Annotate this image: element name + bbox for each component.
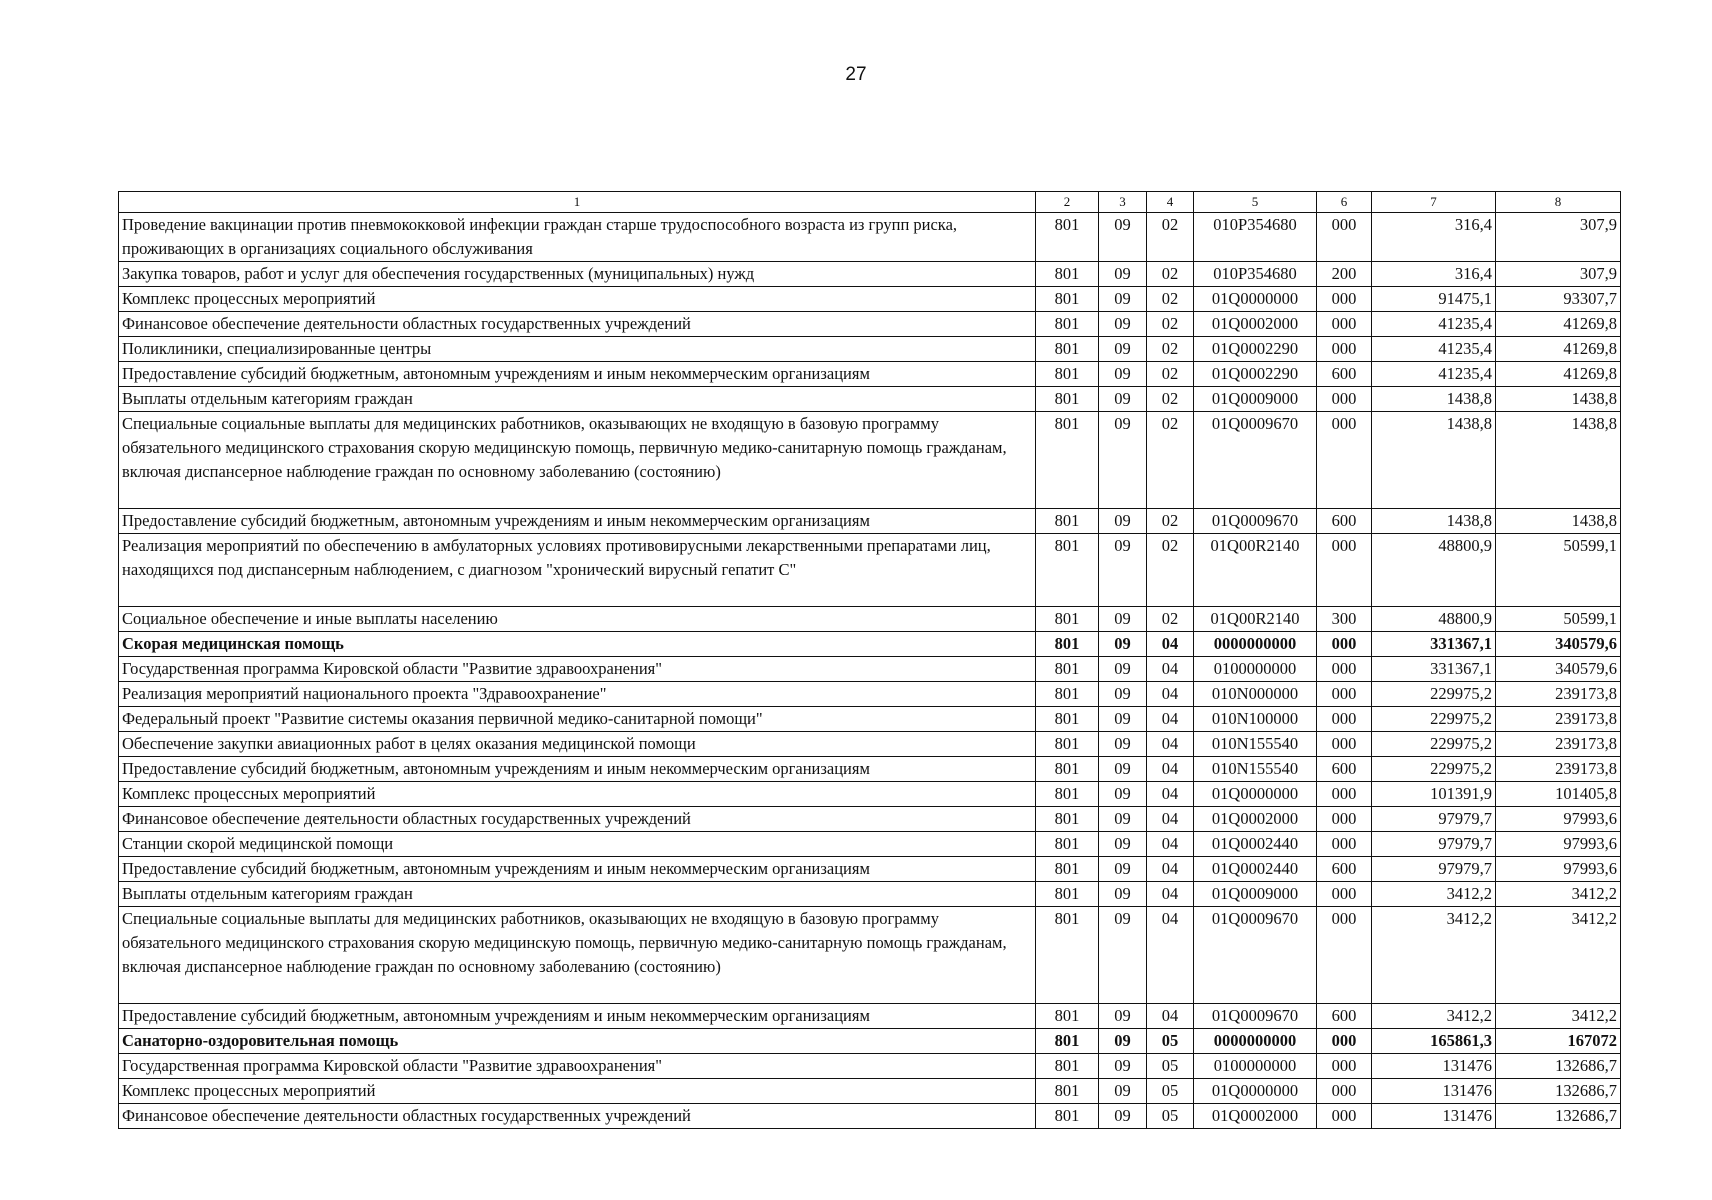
amount-col-7: 1438,8 bbox=[1372, 412, 1496, 509]
amount-col-8: 307,9 bbox=[1496, 262, 1621, 287]
expense-type-code: 000 bbox=[1317, 707, 1372, 732]
column-number-8: 8 bbox=[1496, 192, 1621, 213]
row-description: Санаторно-оздоровительная помощь bbox=[119, 1029, 1036, 1054]
ministry-code: 801 bbox=[1036, 213, 1099, 262]
row-description: Реализация мероприятий по обеспечению в амбулаторных условиях противовирусными лекарственными препаратами лиц, находящихся под диспансерным наблюдением, с диагнозом "хронический вирусный гепатит С" bbox=[119, 534, 1036, 607]
section-code: 09 bbox=[1099, 782, 1147, 807]
ministry-code: 801 bbox=[1036, 882, 1099, 907]
section-code: 09 bbox=[1099, 509, 1147, 534]
section-code: 09 bbox=[1099, 312, 1147, 337]
section-code: 09 bbox=[1099, 412, 1147, 509]
target-article-code: 01Q0009000 bbox=[1194, 387, 1317, 412]
amount-col-8: 340579,6 bbox=[1496, 632, 1621, 657]
expense-type-code: 000 bbox=[1317, 732, 1372, 757]
ministry-code: 801 bbox=[1036, 782, 1099, 807]
column-number-7: 7 bbox=[1372, 192, 1496, 213]
ministry-code: 801 bbox=[1036, 1054, 1099, 1079]
section-code: 09 bbox=[1099, 362, 1147, 387]
subsection-code: 04 bbox=[1147, 857, 1194, 882]
table-row bbox=[119, 262, 1621, 287]
expense-type-code: 000 bbox=[1317, 632, 1372, 657]
subsection-code: 04 bbox=[1147, 757, 1194, 782]
subsection-code: 05 bbox=[1147, 1079, 1194, 1104]
amount-col-8: 50599,1 bbox=[1496, 534, 1621, 607]
expense-type-code: 000 bbox=[1317, 1029, 1372, 1054]
amount-col-8: 101405,8 bbox=[1496, 782, 1621, 807]
amount-col-7: 229975,2 bbox=[1372, 757, 1496, 782]
table-row bbox=[119, 534, 1621, 607]
ministry-code: 801 bbox=[1036, 287, 1099, 312]
amount-col-8: 239173,8 bbox=[1496, 732, 1621, 757]
row-description: Выплаты отдельным категориям граждан bbox=[119, 882, 1036, 907]
subsection-code: 02 bbox=[1147, 312, 1194, 337]
section-code: 09 bbox=[1099, 1079, 1147, 1104]
section-code: 09 bbox=[1099, 707, 1147, 732]
target-article-code: 01Q00R2140 bbox=[1194, 607, 1317, 632]
amount-col-8: 97993,6 bbox=[1496, 807, 1621, 832]
ministry-code: 801 bbox=[1036, 857, 1099, 882]
target-article-code: 01Q00R2140 bbox=[1194, 534, 1317, 607]
section-code: 09 bbox=[1099, 287, 1147, 312]
table-row bbox=[119, 1054, 1621, 1079]
amount-col-7: 101391,9 bbox=[1372, 782, 1496, 807]
row-description: Комплекс процессных мероприятий bbox=[119, 1079, 1036, 1104]
row-description: Финансовое обеспечение деятельности областных государственных учреждений bbox=[119, 807, 1036, 832]
subsection-code: 02 bbox=[1147, 262, 1194, 287]
target-article-code: 010N000000 bbox=[1194, 682, 1317, 707]
subsection-code: 04 bbox=[1147, 832, 1194, 857]
target-article-code: 01Q0000000 bbox=[1194, 1079, 1317, 1104]
amount-col-8: 41269,8 bbox=[1496, 362, 1621, 387]
expense-type-code: 000 bbox=[1317, 534, 1372, 607]
expense-type-code: 000 bbox=[1317, 782, 1372, 807]
row-description: Предоставление субсидий бюджетным, автономным учреждениям и иным некоммерческим организациям bbox=[119, 362, 1036, 387]
table-row bbox=[119, 312, 1621, 337]
amount-col-7: 1438,8 bbox=[1372, 509, 1496, 534]
ministry-code: 801 bbox=[1036, 807, 1099, 832]
expense-type-code: 600 bbox=[1317, 362, 1372, 387]
target-article-code: 01Q0000000 bbox=[1194, 287, 1317, 312]
amount-col-8: 97993,6 bbox=[1496, 857, 1621, 882]
ministry-code: 801 bbox=[1036, 362, 1099, 387]
column-number-row bbox=[119, 192, 1621, 213]
row-description: Комплекс процессных мероприятий bbox=[119, 287, 1036, 312]
table-row bbox=[119, 509, 1621, 534]
expense-type-code: 000 bbox=[1317, 213, 1372, 262]
subsection-code: 04 bbox=[1147, 657, 1194, 682]
table-row bbox=[119, 657, 1621, 682]
amount-col-7: 3412,2 bbox=[1372, 1004, 1496, 1029]
row-description: Обеспечение закупки авиационных работ в целях оказания медицинской помощи bbox=[119, 732, 1036, 757]
expense-type-code: 000 bbox=[1317, 832, 1372, 857]
budget-table bbox=[118, 191, 1621, 1129]
table-row bbox=[119, 287, 1621, 312]
section-code: 09 bbox=[1099, 262, 1147, 287]
section-code: 09 bbox=[1099, 337, 1147, 362]
amount-col-7: 41235,4 bbox=[1372, 362, 1496, 387]
section-code: 09 bbox=[1099, 882, 1147, 907]
row-description: Федеральный проект "Развитие системы оказания первичной медико-санитарной помощи" bbox=[119, 707, 1036, 732]
amount-col-7: 48800,9 bbox=[1372, 607, 1496, 632]
section-code: 09 bbox=[1099, 907, 1147, 1004]
expense-type-code: 000 bbox=[1317, 337, 1372, 362]
amount-col-8: 97993,6 bbox=[1496, 832, 1621, 857]
amount-col-7: 331367,1 bbox=[1372, 657, 1496, 682]
table-row bbox=[119, 362, 1621, 387]
amount-col-8: 132686,7 bbox=[1496, 1054, 1621, 1079]
target-article-code: 010N100000 bbox=[1194, 707, 1317, 732]
ministry-code: 801 bbox=[1036, 387, 1099, 412]
ministry-code: 801 bbox=[1036, 707, 1099, 732]
target-article-code: 01Q0009670 bbox=[1194, 412, 1317, 509]
section-code: 09 bbox=[1099, 857, 1147, 882]
column-number-4: 4 bbox=[1147, 192, 1194, 213]
row-description: Предоставление субсидий бюджетным, автономным учреждениям и иным некоммерческим организациям bbox=[119, 757, 1036, 782]
subsection-code: 02 bbox=[1147, 534, 1194, 607]
ministry-code: 801 bbox=[1036, 657, 1099, 682]
subsection-code: 04 bbox=[1147, 682, 1194, 707]
row-description: Поликлиники, специализированные центры bbox=[119, 337, 1036, 362]
table-row bbox=[119, 782, 1621, 807]
subsection-code: 05 bbox=[1147, 1054, 1194, 1079]
subsection-code: 02 bbox=[1147, 387, 1194, 412]
target-article-code: 01Q0002000 bbox=[1194, 1104, 1317, 1129]
subsection-code: 02 bbox=[1147, 509, 1194, 534]
row-description: Государственная программа Кировской области "Развитие здравоохранения" bbox=[119, 657, 1036, 682]
amount-col-7: 229975,2 bbox=[1372, 732, 1496, 757]
amount-col-8: 239173,8 bbox=[1496, 682, 1621, 707]
section-code: 09 bbox=[1099, 534, 1147, 607]
row-description: Государственная программа Кировской области "Развитие здравоохранения" bbox=[119, 1054, 1036, 1079]
expense-type-code: 000 bbox=[1317, 387, 1372, 412]
ministry-code: 801 bbox=[1036, 1004, 1099, 1029]
ministry-code: 801 bbox=[1036, 632, 1099, 657]
table-row bbox=[119, 387, 1621, 412]
subsection-code: 02 bbox=[1147, 337, 1194, 362]
table-row bbox=[119, 1104, 1621, 1129]
row-description: Специальные социальные выплаты для медицинских работников, оказывающих не входящую в базовую программу обязательного медицинского страхования скорую медицинскую помощь, первичную медико-санитарную помощь гражданам, включая диспансерное наблюдение граждан по основному заболеванию (состоянию) bbox=[119, 907, 1036, 1004]
row-description: Финансовое обеспечение деятельности областных государственных учреждений bbox=[119, 1104, 1036, 1129]
subsection-code: 04 bbox=[1147, 882, 1194, 907]
row-description: Предоставление субсидий бюджетным, автономным учреждениям и иным некоммерческим организациям bbox=[119, 509, 1036, 534]
amount-col-8: 93307,7 bbox=[1496, 287, 1621, 312]
amount-col-7: 97979,7 bbox=[1372, 857, 1496, 882]
table-body bbox=[119, 213, 1621, 1129]
target-article-code: 0000000000 bbox=[1194, 632, 1317, 657]
section-code: 09 bbox=[1099, 1054, 1147, 1079]
table-row bbox=[119, 1079, 1621, 1104]
amount-col-8: 307,9 bbox=[1496, 213, 1621, 262]
amount-col-8: 3412,2 bbox=[1496, 1004, 1621, 1029]
amount-col-8: 132686,7 bbox=[1496, 1079, 1621, 1104]
ministry-code: 801 bbox=[1036, 337, 1099, 362]
section-code: 09 bbox=[1099, 807, 1147, 832]
page-number: 27 bbox=[845, 64, 867, 85]
row-description: Выплаты отдельным категориям граждан bbox=[119, 387, 1036, 412]
ministry-code: 801 bbox=[1036, 832, 1099, 857]
amount-col-8: 3412,2 bbox=[1496, 882, 1621, 907]
subsection-code: 05 bbox=[1147, 1029, 1194, 1054]
ministry-code: 801 bbox=[1036, 534, 1099, 607]
ministry-code: 801 bbox=[1036, 1029, 1099, 1054]
target-article-code: 01Q0002290 bbox=[1194, 337, 1317, 362]
subsection-code: 02 bbox=[1147, 412, 1194, 509]
amount-col-8: 50599,1 bbox=[1496, 607, 1621, 632]
target-article-code: 01Q0002290 bbox=[1194, 362, 1317, 387]
target-article-code: 01Q0000000 bbox=[1194, 782, 1317, 807]
target-article-code: 010P354680 bbox=[1194, 213, 1317, 262]
subsection-code: 04 bbox=[1147, 1004, 1194, 1029]
amount-col-7: 229975,2 bbox=[1372, 682, 1496, 707]
table-row bbox=[119, 907, 1621, 1004]
expense-type-code: 000 bbox=[1317, 907, 1372, 1004]
amount-col-7: 91475,1 bbox=[1372, 287, 1496, 312]
target-article-code: 0000000000 bbox=[1194, 1029, 1317, 1054]
amount-col-7: 131476 bbox=[1372, 1054, 1496, 1079]
target-article-code: 01Q0009000 bbox=[1194, 882, 1317, 907]
target-article-code: 01Q0009670 bbox=[1194, 907, 1317, 1004]
table-row bbox=[119, 213, 1621, 262]
expense-type-code: 000 bbox=[1317, 1054, 1372, 1079]
expense-type-code: 600 bbox=[1317, 509, 1372, 534]
amount-col-8: 41269,8 bbox=[1496, 312, 1621, 337]
target-article-code: 010N155540 bbox=[1194, 732, 1317, 757]
table-row bbox=[119, 337, 1621, 362]
amount-col-7: 3412,2 bbox=[1372, 907, 1496, 1004]
expense-type-code: 000 bbox=[1317, 657, 1372, 682]
table-row bbox=[119, 607, 1621, 632]
amount-col-7: 331367,1 bbox=[1372, 632, 1496, 657]
amount-col-7: 41235,4 bbox=[1372, 312, 1496, 337]
row-description: Скорая медицинская помощь bbox=[119, 632, 1036, 657]
ministry-code: 801 bbox=[1036, 907, 1099, 1004]
target-article-code: 0100000000 bbox=[1194, 657, 1317, 682]
ministry-code: 801 bbox=[1036, 757, 1099, 782]
subsection-code: 04 bbox=[1147, 707, 1194, 732]
column-number-1: 1 bbox=[119, 192, 1036, 213]
row-description: Закупка товаров, работ и услуг для обеспечения государственных (муниципальных) нужд bbox=[119, 262, 1036, 287]
table-row bbox=[119, 832, 1621, 857]
amount-col-8: 3412,2 bbox=[1496, 907, 1621, 1004]
table-row bbox=[119, 1004, 1621, 1029]
subsection-code: 04 bbox=[1147, 907, 1194, 1004]
ministry-code: 801 bbox=[1036, 1079, 1099, 1104]
table-row bbox=[119, 682, 1621, 707]
section-code: 09 bbox=[1099, 213, 1147, 262]
expense-type-code: 000 bbox=[1317, 1079, 1372, 1104]
section-code: 09 bbox=[1099, 1029, 1147, 1054]
amount-col-7: 131476 bbox=[1372, 1104, 1496, 1129]
ministry-code: 801 bbox=[1036, 262, 1099, 287]
target-article-code: 010P354680 bbox=[1194, 262, 1317, 287]
amount-col-8: 167072 bbox=[1496, 1029, 1621, 1054]
table-row bbox=[119, 807, 1621, 832]
expense-type-code: 000 bbox=[1317, 807, 1372, 832]
row-description: Предоставление субсидий бюджетным, автономным учреждениям и иным некоммерческим организациям bbox=[119, 857, 1036, 882]
column-number-5: 5 bbox=[1194, 192, 1317, 213]
amount-col-8: 1438,8 bbox=[1496, 412, 1621, 509]
row-description: Предоставление субсидий бюджетным, автономным учреждениям и иным некоммерческим организациям bbox=[119, 1004, 1036, 1029]
amount-col-7: 3412,2 bbox=[1372, 882, 1496, 907]
table-row bbox=[119, 757, 1621, 782]
table-row bbox=[119, 1029, 1621, 1054]
section-code: 09 bbox=[1099, 1104, 1147, 1129]
expense-type-code: 000 bbox=[1317, 1104, 1372, 1129]
subsection-code: 02 bbox=[1147, 213, 1194, 262]
table-row bbox=[119, 857, 1621, 882]
ministry-code: 801 bbox=[1036, 682, 1099, 707]
target-article-code: 01Q0002000 bbox=[1194, 312, 1317, 337]
amount-col-8: 1438,8 bbox=[1496, 509, 1621, 534]
amount-col-8: 1438,8 bbox=[1496, 387, 1621, 412]
row-description: Специальные социальные выплаты для медицинских работников, оказывающих не входящую в базовую программу обязательного медицинского страхования скорую медицинскую помощь, первичную медико-санитарную помощь гражданам, включая диспансерное наблюдение граждан по основному заболеванию (состоянию) bbox=[119, 412, 1036, 509]
amount-col-8: 239173,8 bbox=[1496, 707, 1621, 732]
row-description: Социальное обеспечение и иные выплаты населению bbox=[119, 607, 1036, 632]
ministry-code: 801 bbox=[1036, 732, 1099, 757]
target-article-code: 01Q0009670 bbox=[1194, 509, 1317, 534]
target-article-code: 01Q0009670 bbox=[1194, 1004, 1317, 1029]
section-code: 09 bbox=[1099, 732, 1147, 757]
table-row bbox=[119, 632, 1621, 657]
expense-type-code: 000 bbox=[1317, 412, 1372, 509]
ministry-code: 801 bbox=[1036, 509, 1099, 534]
amount-col-7: 1438,8 bbox=[1372, 387, 1496, 412]
amount-col-7: 48800,9 bbox=[1372, 534, 1496, 607]
target-article-code: 0100000000 bbox=[1194, 1054, 1317, 1079]
subsection-code: 02 bbox=[1147, 287, 1194, 312]
expense-type-code: 600 bbox=[1317, 757, 1372, 782]
expense-type-code: 600 bbox=[1317, 1004, 1372, 1029]
amount-col-7: 97979,7 bbox=[1372, 807, 1496, 832]
amount-col-7: 131476 bbox=[1372, 1079, 1496, 1104]
section-code: 09 bbox=[1099, 607, 1147, 632]
column-number-2: 2 bbox=[1036, 192, 1099, 213]
section-code: 09 bbox=[1099, 632, 1147, 657]
section-code: 09 bbox=[1099, 387, 1147, 412]
row-description: Реализация мероприятий национального проекта "Здравоохранение" bbox=[119, 682, 1036, 707]
expense-type-code: 000 bbox=[1317, 682, 1372, 707]
subsection-code: 05 bbox=[1147, 1104, 1194, 1129]
amount-col-8: 340579,6 bbox=[1496, 657, 1621, 682]
amount-col-7: 316,4 bbox=[1372, 213, 1496, 262]
expense-type-code: 300 bbox=[1317, 607, 1372, 632]
expense-type-code: 000 bbox=[1317, 882, 1372, 907]
ministry-code: 801 bbox=[1036, 312, 1099, 337]
subsection-code: 04 bbox=[1147, 732, 1194, 757]
expense-type-code: 200 bbox=[1317, 262, 1372, 287]
row-description: Проведение вакцинации против пневмококковой инфекции граждан старше трудоспособного возраста из групп риска, проживающих в организациях социального обслуживания bbox=[119, 213, 1036, 262]
subsection-code: 02 bbox=[1147, 362, 1194, 387]
column-number-3: 3 bbox=[1099, 192, 1147, 213]
amount-col-7: 97979,7 bbox=[1372, 832, 1496, 857]
amount-col-7: 165861,3 bbox=[1372, 1029, 1496, 1054]
amount-col-8: 132686,7 bbox=[1496, 1104, 1621, 1129]
table-row bbox=[119, 732, 1621, 757]
row-description: Финансовое обеспечение деятельности областных государственных учреждений bbox=[119, 312, 1036, 337]
expense-type-code: 000 bbox=[1317, 312, 1372, 337]
ministry-code: 801 bbox=[1036, 1104, 1099, 1129]
table-row bbox=[119, 412, 1621, 509]
amount-col-7: 41235,4 bbox=[1372, 337, 1496, 362]
amount-col-7: 229975,2 bbox=[1372, 707, 1496, 732]
table-row bbox=[119, 707, 1621, 732]
target-article-code: 01Q0002440 bbox=[1194, 857, 1317, 882]
amount-col-8: 239173,8 bbox=[1496, 757, 1621, 782]
amount-col-8: 41269,8 bbox=[1496, 337, 1621, 362]
target-article-code: 01Q0002440 bbox=[1194, 832, 1317, 857]
section-code: 09 bbox=[1099, 832, 1147, 857]
row-description: Станции скорой медицинской помощи bbox=[119, 832, 1036, 857]
target-article-code: 010N155540 bbox=[1194, 757, 1317, 782]
expense-type-code: 000 bbox=[1317, 287, 1372, 312]
column-number-6: 6 bbox=[1317, 192, 1372, 213]
subsection-code: 02 bbox=[1147, 607, 1194, 632]
section-code: 09 bbox=[1099, 1004, 1147, 1029]
subsection-code: 04 bbox=[1147, 632, 1194, 657]
target-article-code: 01Q0002000 bbox=[1194, 807, 1317, 832]
expense-type-code: 600 bbox=[1317, 857, 1372, 882]
subsection-code: 04 bbox=[1147, 782, 1194, 807]
table-row bbox=[119, 882, 1621, 907]
ministry-code: 801 bbox=[1036, 607, 1099, 632]
section-code: 09 bbox=[1099, 757, 1147, 782]
section-code: 09 bbox=[1099, 682, 1147, 707]
amount-col-7: 316,4 bbox=[1372, 262, 1496, 287]
section-code: 09 bbox=[1099, 657, 1147, 682]
row-description: Комплекс процессных мероприятий bbox=[119, 782, 1036, 807]
ministry-code: 801 bbox=[1036, 412, 1099, 509]
subsection-code: 04 bbox=[1147, 807, 1194, 832]
